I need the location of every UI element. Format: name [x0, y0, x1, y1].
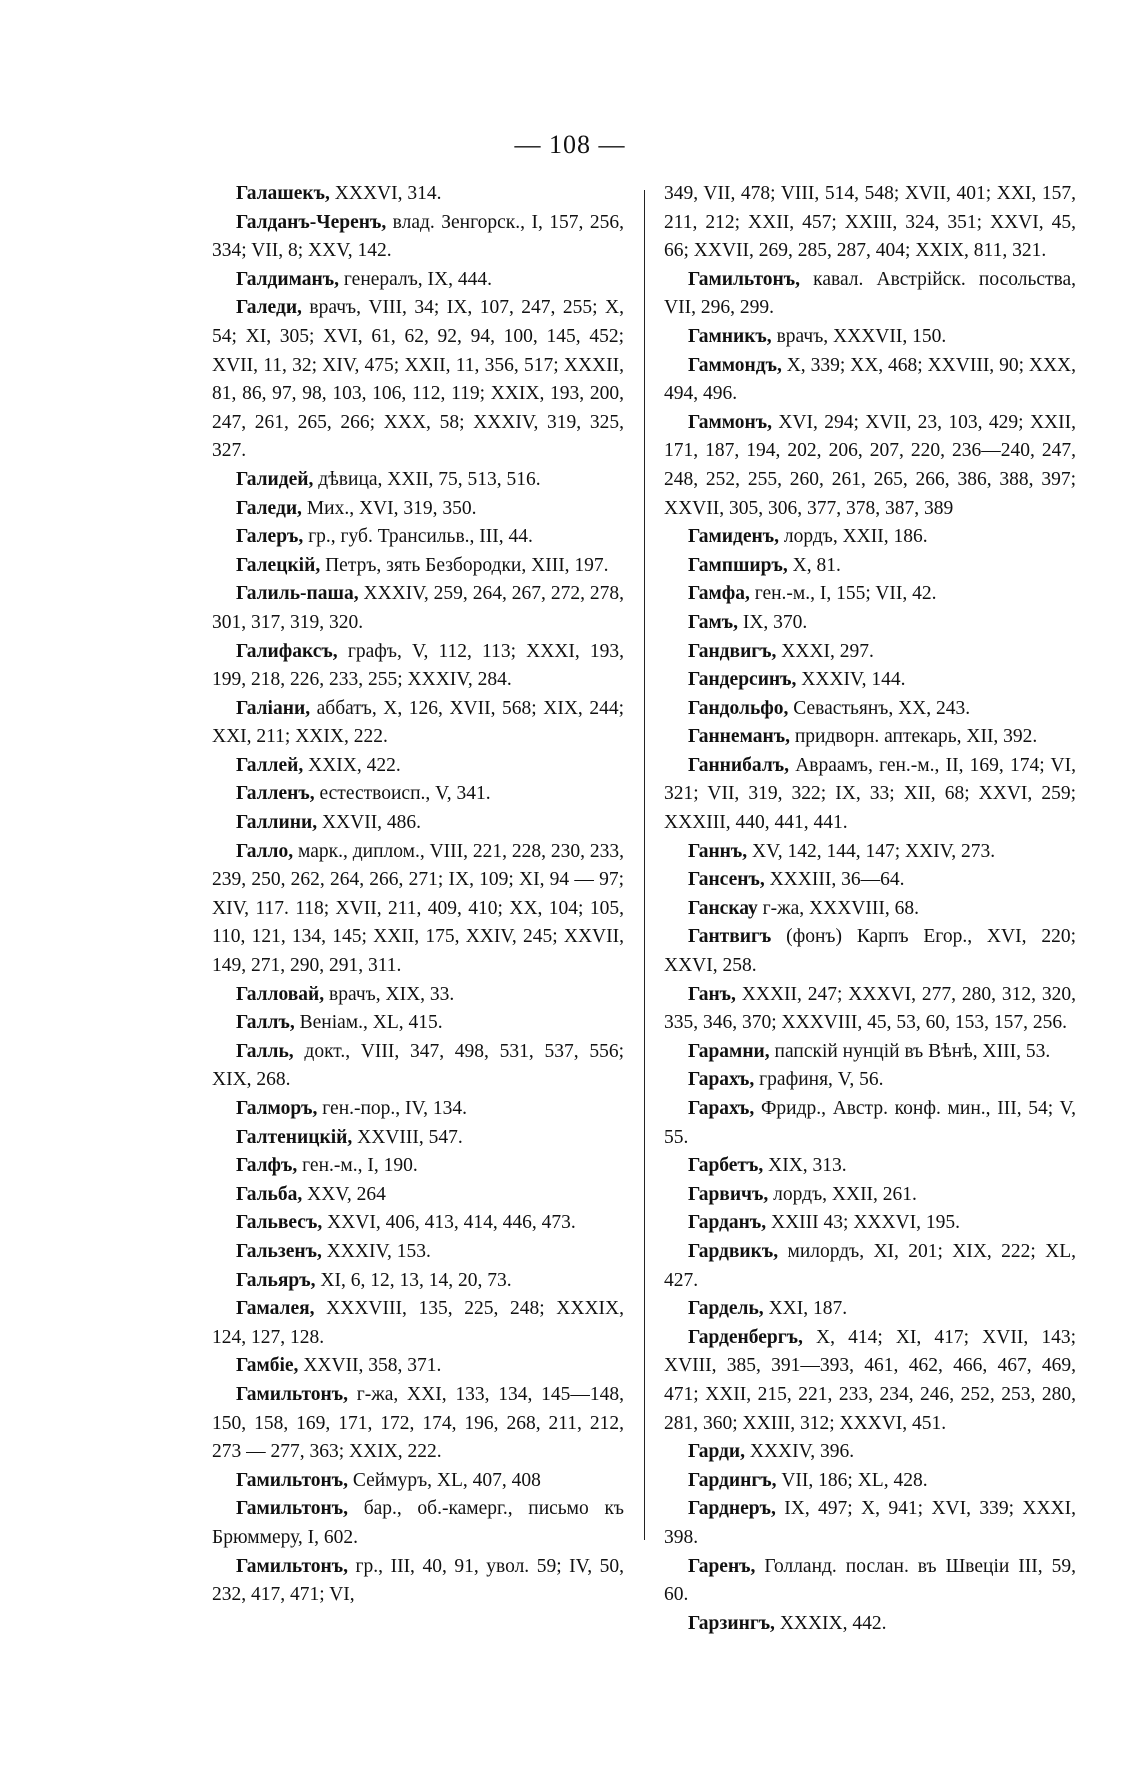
entry-references: г-жа, XXI, 133, 134, 145—148, 150, 158, 169, 171, 172, 174, 196, 268, 211, 212, 273 — 277, 363; XXIX, 222.: [212, 1383, 624, 1463]
index-entry: [212, 838, 624, 981]
entry-references: IX, 370.: [737, 611, 808, 633]
entry-references: врачъ, VIII, 34; IX, 107, 247, 255; X, 54; XI, 305; XVI, 61, 62, 92, 94, 100, 145, 452; XVII, 11, 32; XIV, 475; XXII, 11, 356, 517; XXXII, 81, 86, 97, 98, 103, 106, 112, 119; XXIX, 193, 200, 247, 261, 265, 266; XXX, 58; XXXIV, 319, 325, 327.: [212, 297, 624, 462]
right-column: [664, 180, 1076, 1638]
entry-references: ген.-м., I, 155; VII, 42.: [749, 583, 937, 605]
entry-references: врачъ, XXXVII, 150.: [771, 325, 947, 347]
entry-references: гр., III, 40, 91, увол. 59; IV, 50, 232, 417, 471; VI,: [212, 1555, 624, 1606]
entry-references: графъ, V, 112, 113; XXXI, 193, 199, 218, 226, 233, 255; XXXIV, 284.: [212, 640, 624, 691]
entry-references: XXXVI, 314.: [329, 183, 442, 204]
entry-heading: Гарахъ,: [688, 1098, 755, 1119]
entry-references: XXVII, 358, 371.: [298, 1355, 442, 1377]
entry-heading: Гарди,: [688, 1441, 746, 1463]
index-entry: [664, 1495, 1076, 1552]
entry-references: XXXIV, 259, 264, 267, 272, 278, 301, 317, 319, 320.: [212, 583, 624, 633]
index-entry: [664, 1295, 1076, 1324]
entry-heading: Гарамни,: [688, 1040, 770, 1062]
entry-references: XIX, 313.: [763, 1155, 847, 1177]
entry-heading: Гамильтонъ,: [236, 1469, 349, 1491]
index-entry: [212, 1009, 624, 1038]
entry-references: Севастьянъ, XX, 243.: [788, 697, 971, 719]
index-entry: [212, 1352, 624, 1381]
entry-references: докт., VIII, 347, 498, 531, 537, 556; XIX, 268.: [212, 1040, 624, 1091]
entry-heading: Ганнъ,: [688, 840, 748, 862]
entry-references: XXXI, 297.: [776, 640, 874, 662]
index-entry: [664, 323, 1076, 352]
index-entry: [212, 809, 624, 838]
index-entry: [212, 1209, 624, 1238]
index-entry: [212, 1295, 624, 1352]
entry-heading: Гальяръ,: [236, 1269, 316, 1291]
entry-heading: Гамникъ,: [688, 325, 772, 347]
index-entry: [664, 752, 1076, 838]
index-entry: [212, 1181, 624, 1210]
entry-references: XXVIII, 547.: [352, 1126, 463, 1148]
entry-references: марк., диплом., VIII, 221, 228, 230, 233, 239, 250, 262, 264, 266, 271; IX, 109; XI, 94 — 97; XIV, 117. 118; XVII, 211, 409, 410; XX, 104; 105, 110, 121, 134, 145; XXII, 175, XXIV, 245; XXVII, 149, 271, 290, 291, 311.: [212, 840, 625, 977]
entry-heading: Гамильтонъ,: [236, 1498, 349, 1520]
entry-heading: Галецкій,: [236, 554, 321, 576]
index-entry: [664, 923, 1076, 980]
entry-references: Мих., XVI, 319, 350.: [301, 497, 477, 519]
index-entry: [664, 895, 1076, 924]
entry-heading: Гамильтонъ,: [236, 1555, 349, 1577]
entry-references: Петръ, зять Безбородки, XIII, 197.: [320, 554, 609, 576]
index-entry: [212, 209, 624, 266]
entry-heading: Гарданъ,: [688, 1212, 767, 1234]
entry-references: гр., губ. Трансильв., III, 44.: [303, 526, 533, 548]
entry-heading: Галифаксъ,: [236, 640, 338, 662]
entry-heading: Галфъ,: [236, 1155, 298, 1177]
index-entry: [212, 1238, 624, 1267]
index-entry: [664, 180, 1076, 266]
index-entry: [664, 552, 1076, 581]
entry-heading: Галеди,: [236, 497, 302, 519]
index-entry: [212, 752, 624, 781]
entry-heading: Гардингъ,: [688, 1469, 777, 1491]
entry-heading: Гальзенъ,: [236, 1240, 322, 1262]
entry-heading: Гамильтонъ,: [688, 268, 801, 290]
entry-references: придворн. аптекарь, XII, 392.: [789, 726, 1038, 748]
entry-heading: Гамъ,: [688, 611, 738, 633]
entry-references: аббатъ, X, 126, XVII, 568; XIX, 244; XXI, 211; XXIX, 222.: [212, 697, 624, 748]
entry-references: XI, 6, 12, 13, 14, 20, 73.: [315, 1269, 512, 1291]
index-entry: [664, 981, 1076, 1038]
entry-references: Фридр., Австр. конф. мин., III, 54; V, 55.: [664, 1098, 1076, 1148]
index-entry: [664, 1610, 1076, 1639]
entry-references: XXXIX, 442.: [774, 1612, 887, 1634]
entry-references: X, 339; XX, 468; XXVIII, 90; XXX, 494, 496.: [664, 354, 1076, 405]
entry-heading: Гандольфо,: [688, 697, 789, 719]
entry-references: XXI, 187.: [763, 1298, 848, 1320]
entry-heading: Гандерсинъ,: [688, 669, 797, 691]
entry-references: генералъ, IX, 444.: [339, 268, 492, 290]
entry-heading: Гарвичъ,: [688, 1183, 769, 1205]
entry-heading: Ганскау: [688, 897, 758, 919]
entry-references: дѣвица, XXII, 75, 513, 516.: [313, 468, 541, 490]
entry-heading: Галморъ,: [236, 1098, 318, 1119]
index-entry: [664, 1324, 1076, 1438]
index-entry: [212, 695, 624, 752]
entry-references: кавал. Австрійск. посольства, VII, 296, 299.: [664, 268, 1076, 319]
index-entry: [664, 838, 1076, 867]
index-entry: [212, 1124, 624, 1153]
entry-heading: Гамиденъ,: [688, 526, 779, 548]
entry-heading: Гардель,: [688, 1298, 764, 1320]
index-entry: [212, 1467, 624, 1496]
entry-references: 349, VII, 478; VIII, 514, 548; XVII, 401; XXI, 157, 211, 212; XXII, 457; XXIII, 324, 351; XXVI, 45, 66; XXVII, 269, 285, 287, 404; XXIX, 811, 321.: [664, 183, 1076, 262]
index-entry: [664, 609, 1076, 638]
entry-heading: Гарднеръ,: [688, 1498, 776, 1520]
entry-references: XXXIII, 36—64.: [764, 869, 905, 891]
page-number: — 108 —: [514, 130, 626, 159]
entry-references: естествоисп., V, 341.: [314, 783, 491, 805]
index-entry: [664, 1066, 1076, 1095]
entry-references: IX, 497; X, 941; XVI, 339; XXXI, 398.: [664, 1498, 1076, 1548]
entry-heading: Ганъ,: [688, 983, 736, 1005]
entry-heading: Гаммонъ,: [688, 411, 772, 433]
entry-references: милордъ, XI, 201; XIX, 222; XL, 427.: [664, 1240, 1076, 1291]
entry-references: XXIII 43; XXXVI, 195.: [766, 1212, 961, 1234]
index-entry: [212, 1553, 624, 1610]
index-entry: [212, 523, 624, 552]
index-entry: [664, 695, 1076, 724]
entry-heading: Гантвигъ: [688, 926, 772, 948]
index-entry: [212, 580, 624, 637]
index-entry: [664, 523, 1076, 552]
entry-references: VII, 186; XL, 428.: [776, 1469, 928, 1491]
entry-heading: Гардвикъ,: [688, 1240, 779, 1262]
entry-heading: Галашекъ,: [236, 183, 330, 204]
entry-references: (фонъ) Карпъ Егор., XVI, 220; XXVI, 258.: [664, 926, 1076, 977]
entry-heading: Галтеницкій,: [236, 1126, 353, 1148]
index-entry: [212, 266, 624, 295]
index-entry: [212, 466, 624, 495]
entry-references: бар., об.-камерг., письмо къ Брюммеру, I, 602.: [212, 1498, 624, 1548]
entry-heading: Галловай,: [236, 983, 325, 1005]
index-entry: [664, 1438, 1076, 1467]
index-entry: [664, 723, 1076, 752]
index-entry: [664, 266, 1076, 323]
index-entry: [664, 1152, 1076, 1181]
entry-references: папскій нунцій въ Вѣнѣ, XIII, 53.: [769, 1040, 1051, 1062]
index-entry: [212, 552, 624, 581]
entry-references: Сеймуръ, XL, 407, 408: [348, 1469, 541, 1491]
index-entry: [664, 666, 1076, 695]
index-entry: [664, 638, 1076, 667]
index-entry: [664, 409, 1076, 523]
entry-heading: Гаренъ,: [688, 1555, 756, 1577]
index-entry: [664, 1238, 1076, 1295]
entry-references: влад. Зенгорск., I, 157, 256, 334; VII, 8; XXV, 142.: [212, 211, 624, 262]
entry-heading: Галиль-паша,: [236, 583, 359, 605]
entry-heading: Галданъ-Черенъ,: [236, 211, 387, 233]
entry-heading: Гарбетъ,: [688, 1155, 764, 1177]
entry-heading: Галлини,: [236, 812, 318, 834]
entry-heading: Гамбіе,: [236, 1355, 299, 1377]
entry-heading: Гальвесъ,: [236, 1212, 323, 1234]
index-entry: [212, 1267, 624, 1296]
entry-heading: Гамалея,: [236, 1298, 315, 1320]
entry-heading: Галлъ,: [236, 1012, 295, 1034]
index-entry: [664, 1467, 1076, 1496]
entry-references: Венiам., XL, 415.: [294, 1012, 443, 1034]
entry-references: XXXIV, 396.: [745, 1441, 855, 1463]
entry-references: XXIX, 422.: [303, 754, 401, 776]
entry-heading: Гампширъ,: [688, 554, 788, 576]
index-entry: [212, 638, 624, 695]
entry-heading: Галеръ,: [236, 526, 304, 548]
index-entry: [664, 352, 1076, 409]
column-divider: [644, 190, 645, 1540]
entry-heading: Гансенъ,: [688, 869, 765, 891]
index-entry: [664, 1181, 1076, 1210]
entry-references: XXXII, 247; XXXVI, 277, 280, 312, 320, 335, 346, 370; XXXVIII, 45, 53, 60, 153, 157, 256.: [664, 983, 1076, 1034]
entry-references: Авраамъ, ген.-м., II, 169, 174; VI, 321; VII, 319, 322; IX, 33; XII, 68; XXVI, 259; XXXIII, 440, 441, 441.: [664, 754, 1076, 834]
entry-references: XXXIV, 153.: [321, 1240, 431, 1262]
index-entry: [664, 580, 1076, 609]
index-entry: [664, 1553, 1076, 1610]
entry-references: врачъ, XIX, 33.: [324, 983, 455, 1005]
index-entry: [212, 1038, 624, 1095]
entry-references: XXVII, 486.: [317, 812, 422, 834]
index-entry: [212, 1152, 624, 1181]
entry-heading: Гамильтонъ,: [236, 1383, 349, 1405]
entry-heading: Галленъ,: [236, 783, 315, 805]
entry-heading: Гарахъ,: [688, 1069, 755, 1091]
entry-references: графиня, V, 56.: [754, 1069, 884, 1091]
entry-heading: Гальба,: [236, 1183, 303, 1205]
entry-heading: Гарзингъ,: [688, 1612, 775, 1634]
entry-references: ген.-м., I, 190.: [297, 1155, 418, 1177]
entry-heading: Галль,: [236, 1040, 294, 1062]
entry-references: XV, 142, 144, 147; XXIV, 273.: [747, 840, 996, 862]
entry-heading: Галеди,: [236, 297, 302, 319]
entry-heading: Галдиманъ,: [236, 268, 340, 290]
index-entry: [212, 981, 624, 1010]
entry-references: XXVI, 406, 413, 414, 446, 473.: [322, 1212, 576, 1234]
entry-heading: Гарденбергъ,: [688, 1326, 803, 1348]
index-entry: [212, 495, 624, 524]
entry-references: лордъ, XXII, 186.: [778, 526, 928, 548]
index-entry: [212, 780, 624, 809]
entry-heading: Ганнеманъ,: [688, 726, 790, 748]
entry-references: X, 414; XI, 417; XVII, 143; XVIII, 385, 391—393, 461, 462, 466, 467, 469, 471; XXII, 215, 221, 233, 234, 246, 252, 253, 280, 281, 360; XXIII, 312; XXXVI, 451.: [664, 1326, 1076, 1434]
index-entry: [212, 1095, 624, 1124]
entry-references: XXV, 264: [302, 1183, 386, 1205]
entry-references: XXXVIII, 135, 225, 248; XXXIX, 124, 127, 128.: [212, 1298, 624, 1348]
index-entry: [664, 866, 1076, 895]
entry-heading: Галидей,: [236, 468, 314, 490]
index-entry: [212, 180, 624, 209]
entry-heading: Гамфа,: [688, 583, 750, 605]
entry-references: Голланд. послан. въ Швеціи III, 59, 60.: [664, 1555, 1076, 1606]
entry-references: ген.-пор., IV, 134.: [317, 1098, 467, 1119]
entry-references: XXXIV, 144.: [796, 669, 906, 691]
entry-heading: Галло,: [236, 840, 294, 862]
entry-references: XVI, 294; XVII, 23, 103, 429; XXII, 171, 187, 194, 202, 206, 207, 220, 236—240, 247, 248, 252, 255, 260, 261, 265, 266, 386, 388, 397; XXVII, 305, 306, 377, 378, 387, 389: [664, 411, 1076, 519]
entry-heading: Галіани,: [236, 697, 311, 719]
index-entry: [212, 1381, 624, 1467]
entry-heading: Гандвигъ,: [688, 640, 777, 662]
entry-references: лордъ, XXII, 261.: [768, 1183, 917, 1205]
entry-heading: Гаммондъ,: [688, 354, 782, 376]
entry-heading: Галлей,: [236, 754, 304, 776]
entry-heading: Ганнибалъ,: [688, 754, 790, 776]
entry-references: г-жа, XXXVIII, 68.: [757, 897, 919, 919]
left-column: [212, 180, 624, 1610]
index-entry: [664, 1209, 1076, 1238]
index-entry: [212, 1495, 624, 1552]
index-entry: [664, 1095, 1076, 1152]
index-entry: [212, 294, 624, 466]
entry-references: X, 81.: [787, 554, 841, 576]
index-entry: [664, 1038, 1076, 1067]
